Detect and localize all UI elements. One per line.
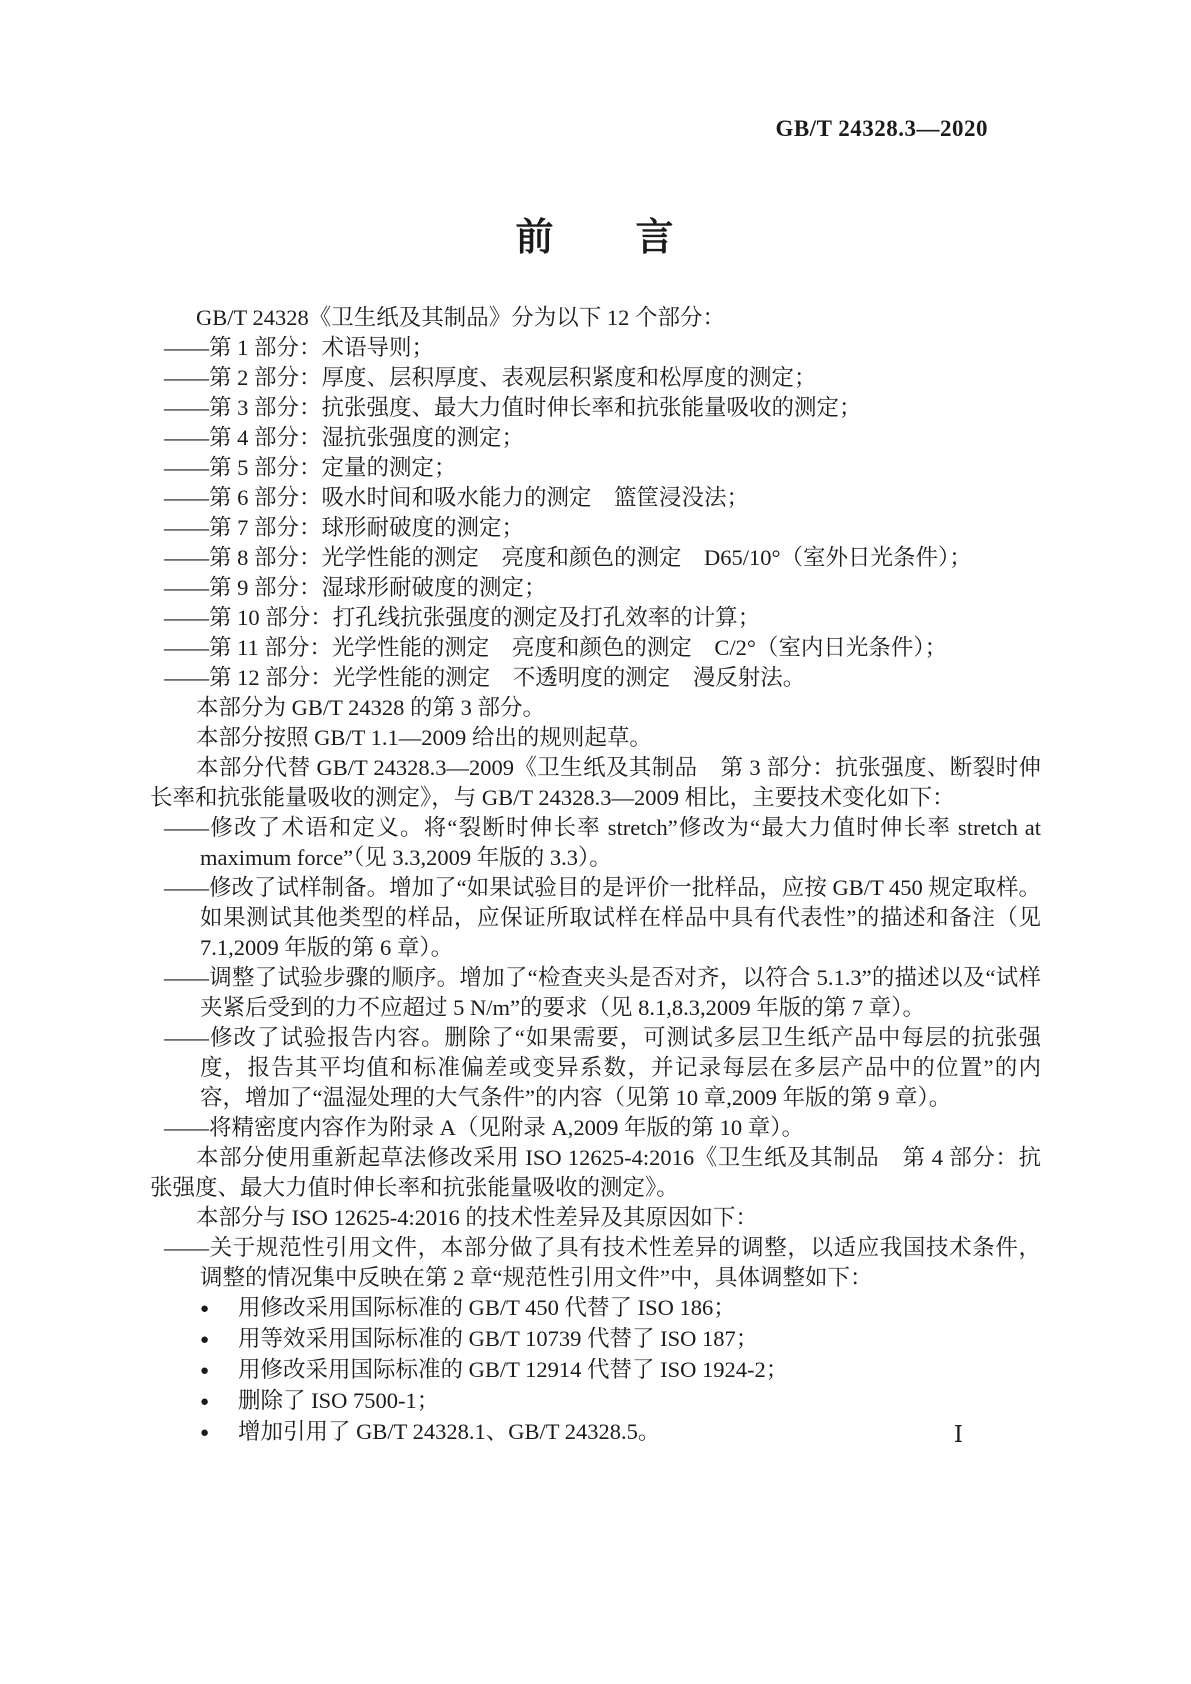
- list-item: ——第 6 部分：吸水时间和吸水能力的测定 篮筐浸没法；: [164, 485, 750, 510]
- list-item-text: 用修改采用国际标准的 GB/T 450 代替了 ISO 186；: [238, 1295, 736, 1320]
- bullet-icon: ●: [200, 1301, 210, 1317]
- paragraph: GB/T 24328《卫生纸及其制品》分为以下 12 个部分：: [196, 305, 725, 330]
- list-item: [150, 1293, 1041, 1324]
- list-item: ——第 10 部分：打孔线抗张强度的测定及打孔效率的计算；: [164, 605, 761, 630]
- list-item: ——第 8 部分：光学性能的测定 亮度和颜色的测定 D65/10°（室外日光条件）；: [164, 545, 972, 570]
- paragraph: 本部分按照 GB/T 1.1—2009 给出的规则起草。: [196, 725, 652, 750]
- list-item: ——第 12 部分：光学性能的测定 不透明度的测定 漫反射法。: [164, 665, 806, 690]
- list-item: ——调整了试验步骤的顺序。增加了“检查夹头是否对齐，以符合 5.1.3”的描述以及“试样夹紧后受到的力不应超过 5 N/m”的要求（见 8.1,8.3,2009 年版的第 7 章）。: [164, 965, 1041, 1020]
- list-item: ——第 1 部分：术语导则；: [164, 335, 435, 360]
- list-item: [150, 1417, 1041, 1448]
- list-item: ——第 7 部分：球形耐破度的测定；: [164, 515, 525, 540]
- list-item: ——第 2 部分：厚度、层积厚度、表观层积紧度和松厚度的测定；: [164, 365, 817, 390]
- list-item: ——关于规范性引用文件，本部分做了具有技术性差异的调整，以适应我国技术条件，调整的情况集中反映在第 2 章“规范性引用文件”中，具体调整如下：: [164, 1235, 1041, 1290]
- list-item-text: 删除了 ISO 7500-1；: [238, 1388, 440, 1413]
- list-item-text: 用等效采用国际标准的 GB/T 10739 代替了 ISO 187；: [238, 1326, 759, 1351]
- page-number: Ⅰ: [953, 1422, 963, 1447]
- list-item: [150, 1324, 1041, 1355]
- paragraph: 本部分与 ISO 12625-4:2016 的技术性差异及其原因如下：: [196, 1205, 758, 1230]
- list-item: ——将精密度内容作为附录 A（见附录 A,2009 年版的第 10 章）。: [164, 1115, 804, 1140]
- list-item: [150, 1386, 1041, 1417]
- foreword-title: 前 言: [515, 217, 676, 259]
- list-item: ——修改了试验报告内容。删除了“如果需要，可测试多层卫生纸产品中每层的抗张强度，报告其平均值和标准偏差或变异系数，并记录每层在多层产品中的位置”的内容，增加了“温湿处理的大气条件”的内容（见第 10 章,2009 年版的第 9 章）。: [164, 1025, 1041, 1110]
- paragraph: 本部分为 GB/T 24328 的第 3 部分。: [196, 695, 545, 720]
- list-item: ——第 9 部分：湿球形耐破度的测定；: [164, 575, 547, 600]
- doc-number: GB/T 24328.3—2020: [775, 116, 988, 141]
- list-item-text: 用修改采用国际标准的 GB/T 12914 代替了 ISO 1924-2；: [238, 1357, 789, 1382]
- bullet-icon: ●: [200, 1363, 210, 1379]
- foreword-body: [150, 303, 1041, 1448]
- list-item: ——第 11 部分：光学性能的测定 亮度和颜色的测定 C/2°（室内日光条件）；: [164, 635, 948, 660]
- paragraph: 本部分代替 GB/T 24328.3—2009《卫生纸及其制品 第 3 部分：抗张强度、断裂时伸长率和抗张能量吸收的测定》，与 GB/T 24328.3—2009 相比，主要技术变化如下：: [150, 755, 1041, 810]
- list-item: ——第 5 部分：定量的测定；: [164, 455, 457, 480]
- list-item: ——修改了术语和定义。将“裂断时伸长率 stretch”修改为“最大力值时伸长率 stretch at maximum force”（见 3.3,2009 年版的 3.3）。: [164, 815, 1041, 870]
- list-item: ——第 4 部分：湿抗张强度的测定；: [164, 425, 525, 450]
- list-item: [150, 1355, 1041, 1386]
- bullet-icon: ●: [200, 1332, 210, 1348]
- list-item-text: 增加引用了 GB/T 24328.1、GB/T 24328.5。: [238, 1419, 661, 1444]
- bullet-icon: ●: [200, 1394, 210, 1410]
- paragraph: 本部分使用重新起草法修改采用 ISO 12625-4:2016《卫生纸及其制品 第 4 部分：抗张强度、最大力值时伸长率和抗张能量吸收的测定》。: [150, 1145, 1041, 1200]
- list-item: ——第 3 部分：抗张强度、最大力值时伸长率和抗张能量吸收的测定；: [164, 395, 862, 420]
- list-item: ——修改了试样制备。增加了“如果试验目的是评价一批样品，应按 GB/T 450 规定取样。如果测试其他类型的样品，应保证所取试样在样品中具有代表性”的描述和备注（见 7.1,2009 年版的第 6 章）。: [164, 875, 1041, 960]
- bullet-icon: ●: [200, 1425, 210, 1441]
